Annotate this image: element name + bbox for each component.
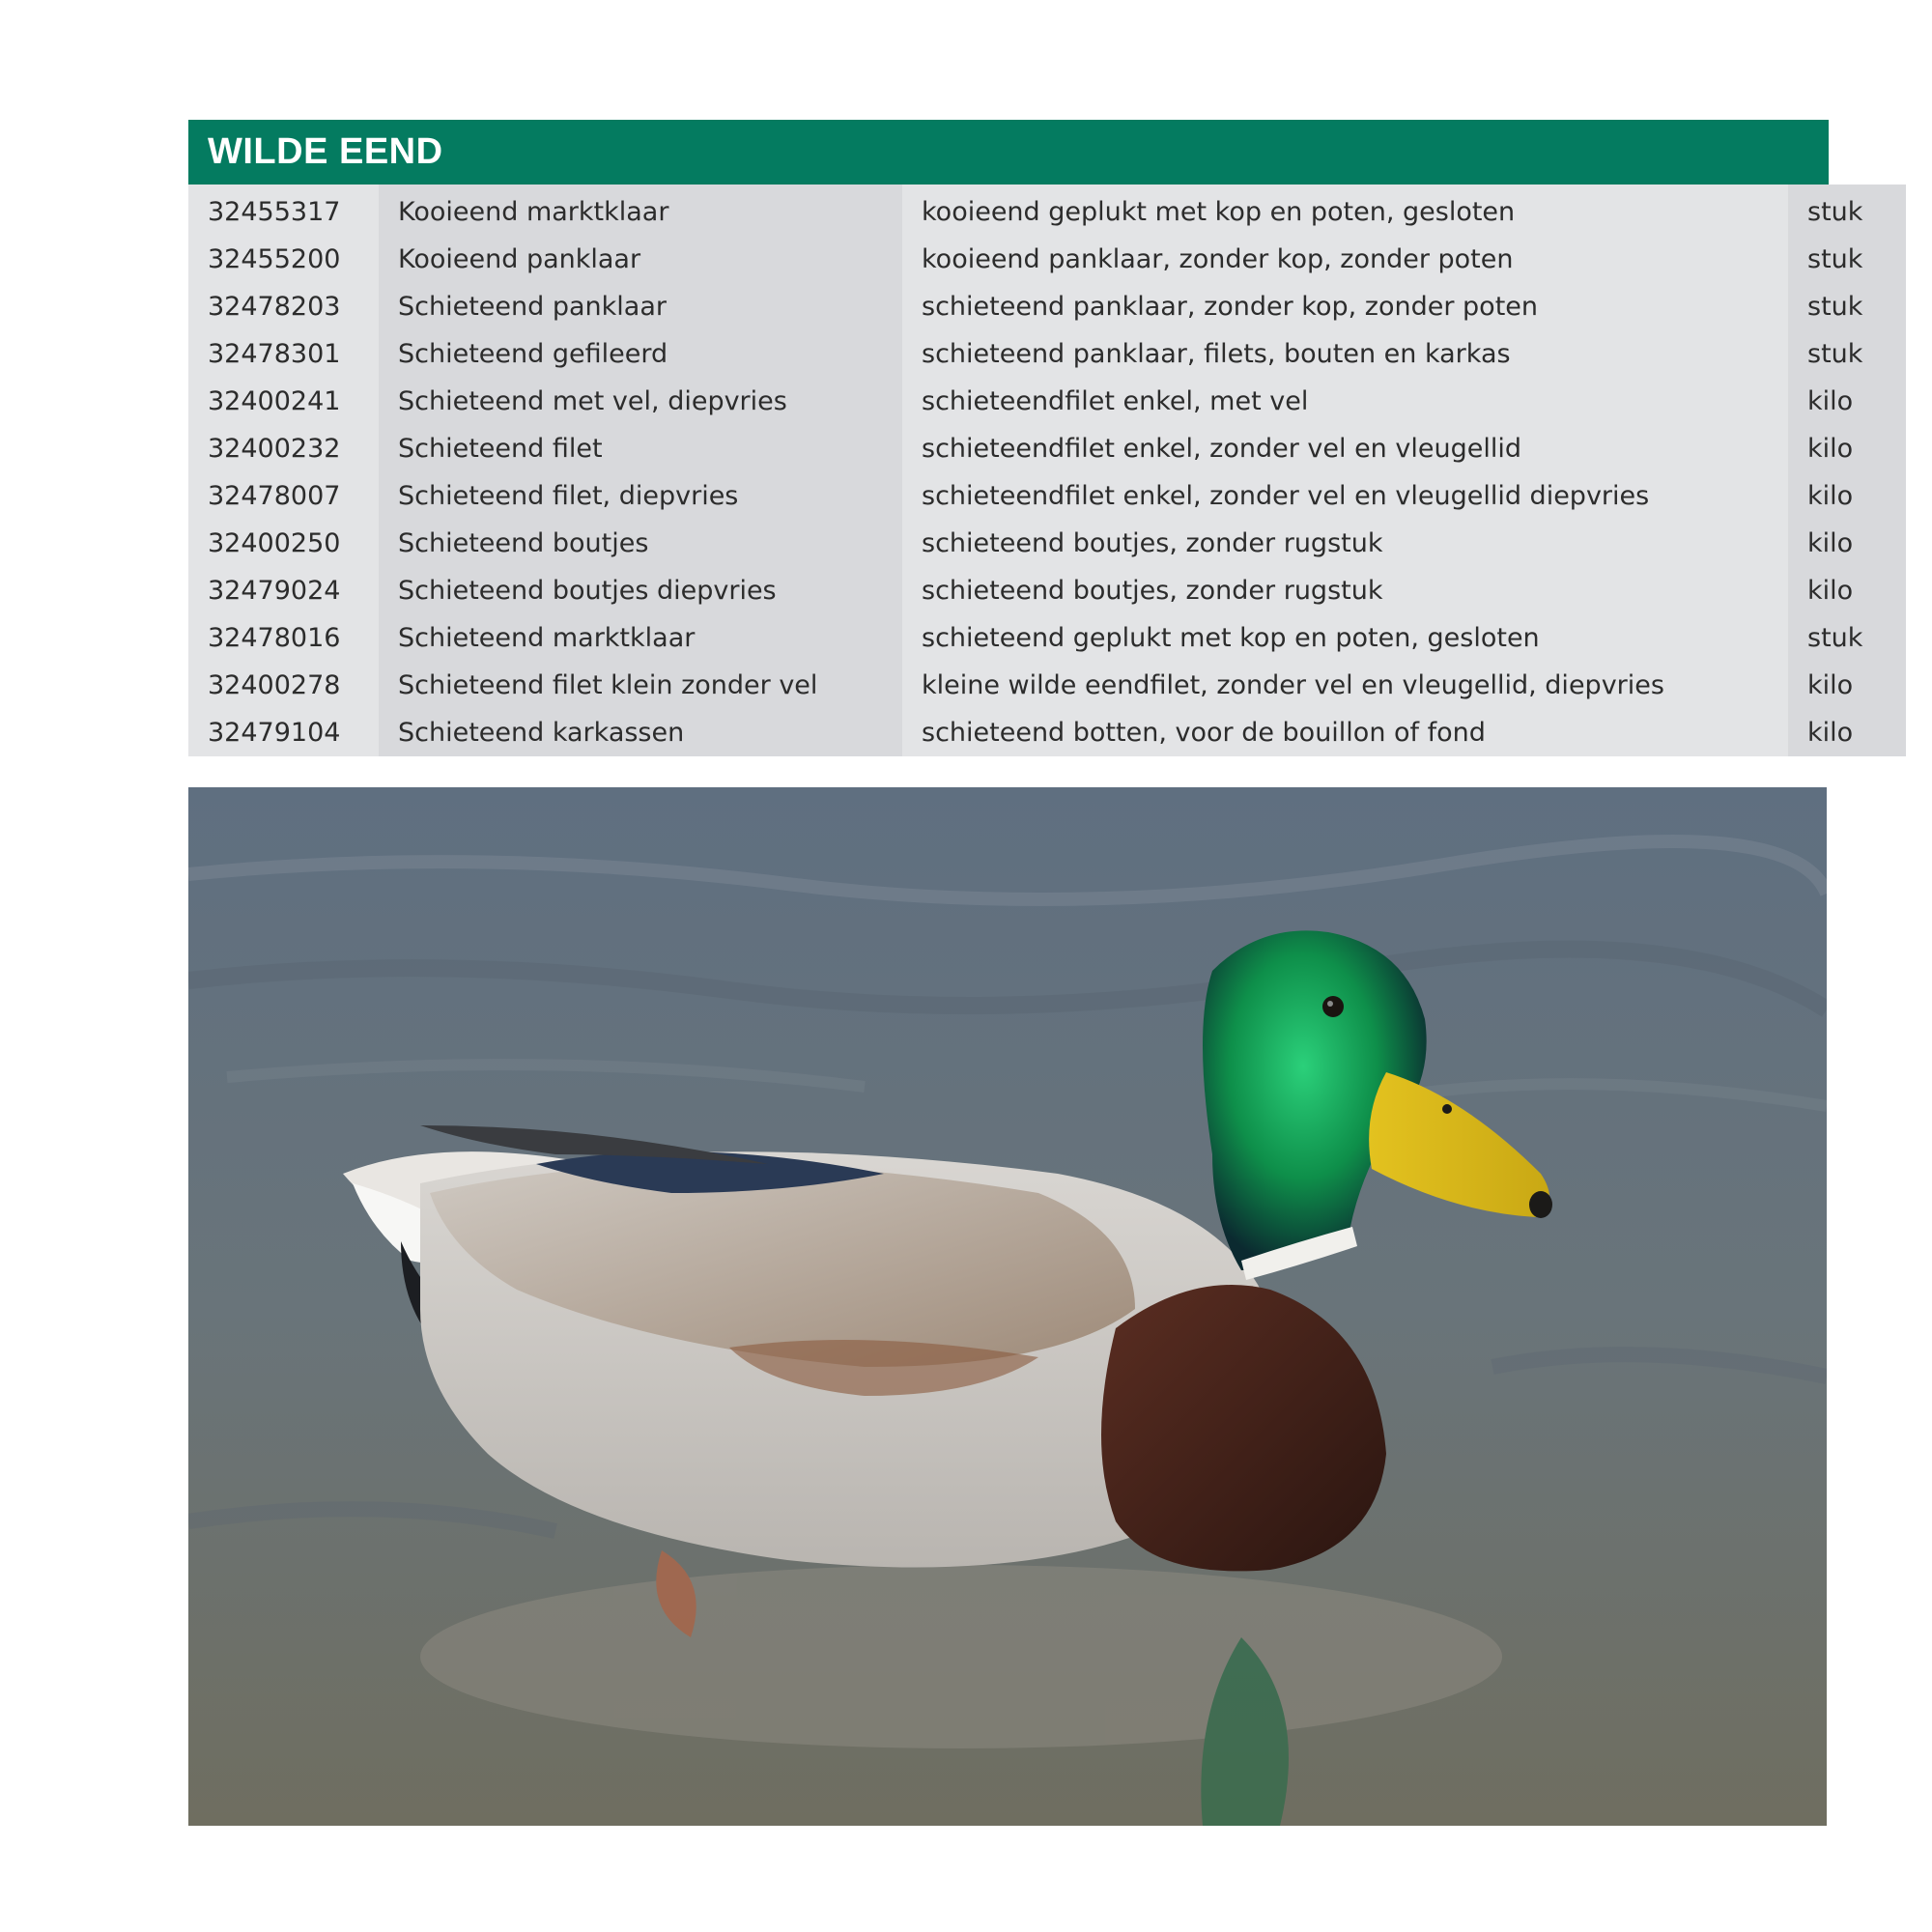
product-name: Schieteend karkassen [379, 709, 902, 756]
product-unit: stuk [1788, 614, 1906, 662]
product-code: 32478016 [188, 614, 379, 662]
table-row [188, 567, 1906, 614]
product-name: Schieteend filet [379, 425, 902, 472]
product-description: schieteend panklaar, zonder kop, zonder poten [902, 283, 1788, 330]
product-unit: stuk [1788, 185, 1906, 236]
product-code: 32479024 [188, 567, 379, 614]
product-description: kooieend panklaar, zonder kop, zonder poten [902, 236, 1788, 283]
product-name: Schieteend boutjes [379, 520, 902, 567]
table-row [188, 378, 1906, 425]
product-name: Schieteend filet klein zonder vel [379, 662, 902, 709]
product-unit: kilo [1788, 662, 1906, 709]
product-name: Schieteend panklaar [379, 283, 902, 330]
table-row [188, 425, 1906, 472]
table-row [188, 662, 1906, 709]
product-description: schieteend geplukt met kop en poten, gesloten [902, 614, 1788, 662]
product-description: kleine wilde eendfilet, zonder vel en vleugellid, diepvries [902, 662, 1788, 709]
product-name: Schieteend filet, diepvries [379, 472, 902, 520]
product-description: schieteendfilet enkel, met vel [902, 378, 1788, 425]
product-code: 32478301 [188, 330, 379, 378]
product-description: schieteend panklaar, filets, bouten en karkas [902, 330, 1788, 378]
product-description: schieteend botten, voor de bouillon of fond [902, 709, 1788, 756]
table-row [188, 236, 1906, 283]
table-row [188, 283, 1906, 330]
product-unit: stuk [1788, 236, 1906, 283]
product-code: 32479104 [188, 709, 379, 756]
table-row [188, 330, 1906, 378]
product-code: 32400232 [188, 425, 379, 472]
product-table [188, 185, 1906, 756]
product-name: Schieteend met vel, diepvries [379, 378, 902, 425]
product-unit: kilo [1788, 520, 1906, 567]
product-code: 32455317 [188, 185, 379, 236]
product-description: kooieend geplukt met kop en poten, gesloten [902, 185, 1788, 236]
section-title: WILDE EEND [208, 131, 443, 172]
product-unit: stuk [1788, 330, 1906, 378]
product-unit: kilo [1788, 472, 1906, 520]
table-row [188, 709, 1906, 756]
product-name: Kooieend panklaar [379, 236, 902, 283]
product-sheet [188, 120, 1863, 756]
product-unit: stuk [1788, 283, 1906, 330]
table-row [188, 185, 1906, 236]
product-name: Schieteend boutjes diepvries [379, 567, 902, 614]
product-description: schieteendfilet enkel, zonder vel en vleugellid [902, 425, 1788, 472]
table-row [188, 520, 1906, 567]
product-description: schieteendfilet enkel, zonder vel en vleugellid diepvries [902, 472, 1788, 520]
product-code: 32478203 [188, 283, 379, 330]
product-unit: kilo [1788, 425, 1906, 472]
product-name: Kooieend marktklaar [379, 185, 902, 236]
product-code: 32478007 [188, 472, 379, 520]
product-description: schieteend boutjes, zonder rugstuk [902, 520, 1788, 567]
product-code: 32400278 [188, 662, 379, 709]
table-row [188, 472, 1906, 520]
table-row [188, 614, 1906, 662]
product-table-body [188, 185, 1906, 756]
product-description: schieteend boutjes, zonder rugstuk [902, 567, 1788, 614]
product-unit: kilo [1788, 567, 1906, 614]
section-header [188, 120, 1829, 185]
mallard-photo [188, 787, 1827, 1826]
product-code: 32400250 [188, 520, 379, 567]
product-code: 32400241 [188, 378, 379, 425]
product-unit: kilo [1788, 378, 1906, 425]
product-name: Schieteend gefileerd [379, 330, 902, 378]
product-unit: kilo [1788, 709, 1906, 756]
product-code: 32455200 [188, 236, 379, 283]
product-name: Schieteend marktklaar [379, 614, 902, 662]
